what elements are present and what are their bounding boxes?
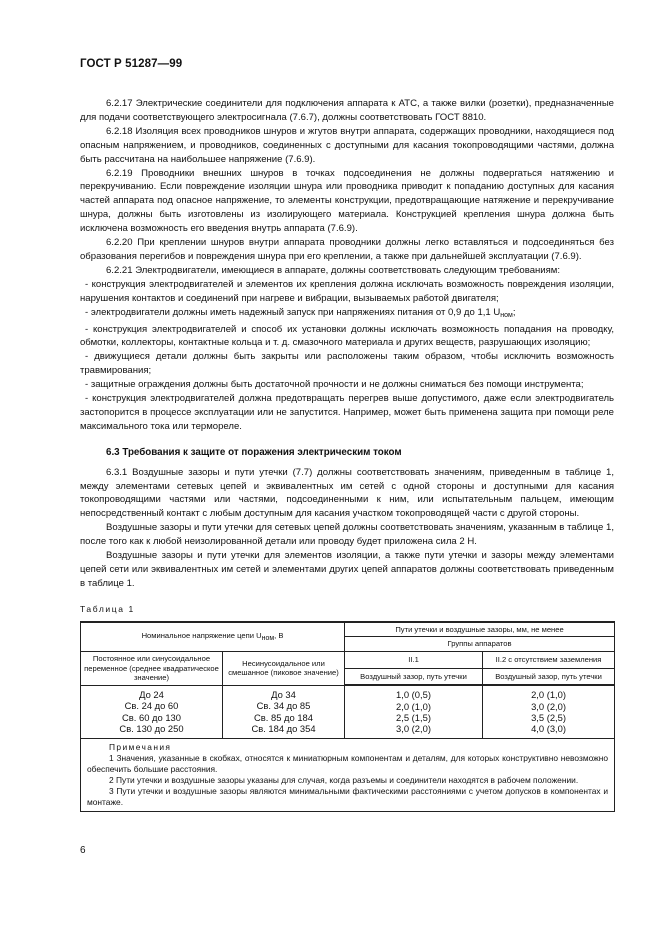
table-cell: 4,0 (3,0) (531, 723, 566, 735)
header-non-sinusoidal: Несинусоидальное или смешанное (пиковое значение) (223, 651, 345, 685)
table-cell: Св. 85 до 184 (254, 711, 313, 723)
table-header-row-3 (81, 651, 615, 668)
table-notes (81, 738, 615, 811)
paragraph-6-2-20: 6.2.20 При креплении шнуров внутри аппарата проводники должны легко вставляться и подсоединяться без образования перегибов и повреждения шнура при его креплении, а также при дальнейшей эксплуатации (7.6.9). (80, 237, 614, 262)
paragraph-6-2-19: 6.2.19 Проводники внешних шнуров в точках подсоединения не должны подвергаться натяжению и перекручиванию. Если повреждение изоляции шнура или проводника приводит к попаданию доступных для касания частей аппарата под опасное напряжение, то элементы конструкции, предотвращающие натяжение и перекручивание шнура, должны быть изготовлены из изолирующего материала. Конструкцией крепления шнура должна быть исключена возможность его введения внутрь аппарата (7.6.9). (80, 167, 614, 235)
header-groups: Группы аппаратов (345, 637, 615, 652)
list-item-guards: - защитные ограждения должны быть достаточной прочности и не должны сниматься без помощи инструмента; (85, 379, 584, 391)
header-group-ii2: II.2 с отсутствием заземления (483, 651, 615, 668)
notes-title: Примечания (109, 741, 172, 752)
table-values-row (81, 685, 615, 738)
paragraph-6-2-17: 6.2.17 Электрические соединители для подключения аппарата к АТС, а также вилки (розетки), предназначенные для подачи соответствующего электросигнала (7.6.7), должны соответствовать ГОСТ 8810. (80, 98, 614, 123)
paragraph-insulation-clearances: Воздушные зазоры и пути утечки для элементов изоляции, а также пути утечки и зазоры между элементами цепей сети или эквивалентных им сетей и элементами других цепей аппаратов должны соответствовать приведенным в таблице 1. (80, 550, 614, 589)
values-ii1 (345, 685, 483, 738)
paragraph-mains-clearances: Воздушные зазоры и пути утечки для сетевых цепей должны соответствовать значениям, указанным в таблице 1, после того как к любой неизолированной детали или проводу будет приложена сила 2 Н. (80, 522, 614, 548)
note-2: 2 Пути утечки и воздушные зазоры указаны для случая, когда разъемы и соединители находятся в рабочем положении. (109, 774, 579, 785)
list-item-startup-text: - электродвигатели должны иметь надежный запуск при напряжениях питания от 0,9 до 1,1 U (85, 306, 501, 318)
header-nominal-subscript: ном (261, 634, 275, 642)
header-nominal-text: Номинальное напряжение цепи U (141, 630, 262, 640)
table-cell: До 34 (271, 688, 296, 700)
table-cell: 3,5 (2,5) (531, 712, 566, 723)
document-header: ГОСТ Р 51287—99 (80, 58, 183, 70)
table-cell: Св. 34 до 85 (256, 700, 311, 712)
table-header-row-1 (81, 622, 615, 637)
table-cell: 2,0 (1,0) (531, 689, 566, 701)
header-clearance-ii2: Воздушный зазор, путь утечки (483, 668, 615, 685)
table-cell: 2,5 (1,5) (396, 712, 431, 723)
table-cell: Св. 184 до 354 (251, 722, 316, 734)
paragraph-6-2-21: 6.2.21 Электродвигатели, имеющиеся в аппарате, должны соответствовать следующим требованиям: (106, 264, 560, 276)
list-item-lubricant: - конструкция электродвигателей и способ их установки должны исключать возможность попадания на проводку, обмотки, коллекторы, контактные кольца и т. д. смазочного материала и других веществ, разрушающих изоляцию; (80, 323, 614, 349)
note-1: 1 Значения, указанные в скобках, относятся к миниатюрным компонентам и деталям, для которых конструктивно невозможно обеспечить большие расстояния. (87, 752, 609, 774)
values-sinusoidal (81, 685, 223, 738)
table-cell: Св. 24 до 60 (124, 700, 179, 712)
note-3: 3 Пути утечки и воздушные зазоры являются минимальными фактическими расстояниями с учетом допусков в компонентах и монтаже. (87, 785, 609, 807)
table-caption: Таблица 1 (80, 603, 135, 614)
values-non-sinusoidal (223, 685, 345, 738)
section-heading-6-3: 6.3 Требования к защите от поражения электрическим током (106, 446, 402, 458)
header-nominal-voltage (81, 622, 345, 652)
table-cell: 3,0 (2,0) (531, 700, 566, 712)
list-item-insulation: - конструкция электродвигателей и элементов их крепления должна исключать возможность повреждения изоляции, нарушения контактов и соединений при нагреве и вибрации, вызываемых работой двигателя; (80, 278, 614, 304)
table-cell: Св. 130 до 250 (119, 722, 184, 734)
subscript-nom: ном (500, 311, 513, 319)
paragraph-6-2-18: 6.2.18 Изоляция всех проводников шнуров и жгутов внутри аппарата, содержащих проводники, находящиеся под опасным напряжением, и проводников, соединенных с доступными для касания токопроводящими частями, должна быть рассчитана на наибольшее напряжение (7.6.9). (80, 125, 614, 165)
table-notes-row (81, 738, 615, 811)
header-creepage: Пути утечки и воздушные зазоры, мм, не менее (345, 622, 615, 637)
header-group-ii1: II.1 (345, 651, 483, 668)
page-number: 6 (80, 845, 86, 856)
list-item-overheat: - конструкция электродвигателей должна предотвращать перегрев выше допустимого, даже если электродвигатель застопорится в процессе эксплуатации или не запустится. Например, может быть применена защита при помощи реле максимального тока или термореле. (80, 393, 614, 432)
list-item-moving-parts: - движущиеся детали должны быть закрыты или расположены таким образом, чтобы исключить возможность травмирования; (80, 351, 614, 377)
table-cell: 1,0 (0,5) (396, 689, 431, 701)
list-item-startup (80, 306, 614, 323)
list-item-startup-end: ; (512, 306, 516, 318)
table-cell: До 24 (139, 688, 164, 700)
table-1 (80, 621, 615, 812)
table-cell: Св. 60 до 130 (122, 711, 181, 723)
header-clearance-ii1: Воздушный зазор, путь утечки (345, 668, 483, 685)
values-ii2 (483, 685, 615, 738)
header-sinusoidal: Постоянное или синусоидальное переменное (среднее квадратическое значение) (81, 651, 223, 685)
document-body (80, 97, 614, 812)
paragraph-6-3-1: 6.3.1 Воздушные зазоры и пути утечки (7.7) должны соответствовать значениям, приведенным в таблице 1, между элементами сетевых цепей и эквивалентных им сетей с одной стороны и доступными для касания токопроводящими частями или частями, подсоединенными к ним, или испытательным пальцем, имеющим непосредственный контакт с любым доступным для касания участком токопроводящей части с другой стороны. (80, 466, 614, 520)
header-nominal-unit: , В (274, 630, 284, 640)
table-cell: 3,0 (2,0) (396, 723, 431, 735)
table-cell: 2,0 (1,0) (396, 700, 431, 712)
